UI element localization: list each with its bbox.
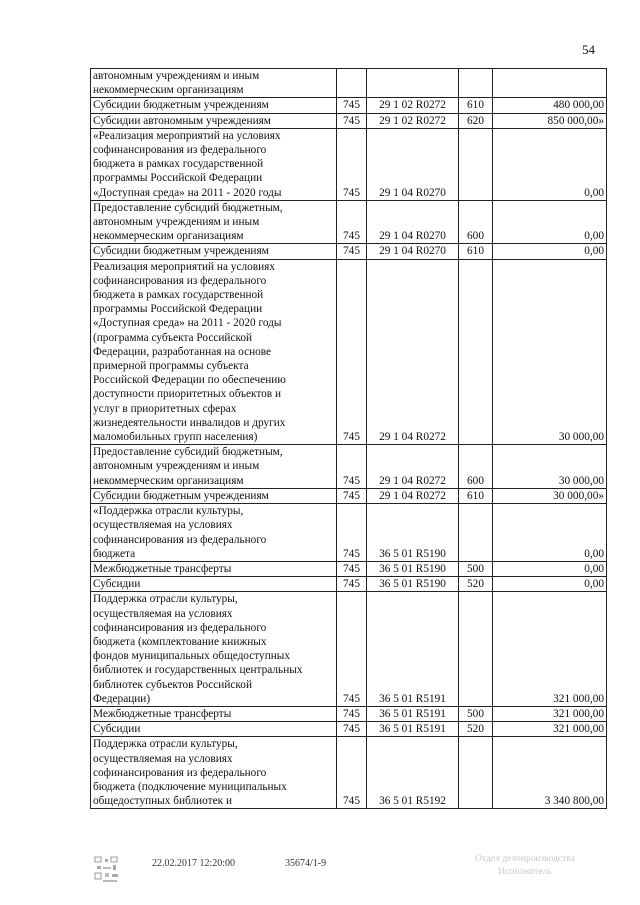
table-row (91, 504, 607, 562)
table-row (91, 577, 607, 592)
row-expense-type: 500 (459, 561, 493, 576)
row-amount: 321 000,00 (493, 706, 607, 721)
watermark-line-1: Отдел делопроизводства (475, 854, 575, 864)
row-admin-code: 745 (337, 445, 367, 489)
row-amount: 0,00 (493, 504, 607, 562)
registration-watermark (450, 853, 600, 879)
row-expense-type: 610 (459, 244, 493, 259)
qr-stamp-icon (93, 855, 123, 885)
row-expense-type: 520 (459, 722, 493, 737)
row-target-article: 36 5 01 R5190 (367, 577, 459, 592)
budget-table-body (91, 69, 607, 809)
row-name: «Реализация мероприятий на условиях софинансирования из федерального бюджета в рамках государственной программы Российской Федерации «Доступная среда» на 2011 - 2020 годы (91, 128, 337, 200)
row-expense-type (459, 592, 493, 707)
row-expense-type (459, 737, 493, 809)
row-expense-type: 600 (459, 200, 493, 244)
row-admin-code: 745 (337, 259, 367, 445)
row-admin-code: 745 (337, 113, 367, 128)
row-target-article: 36 5 01 R5192 (367, 737, 459, 809)
row-amount: 3 340 800,00 (493, 737, 607, 809)
row-admin-code (337, 69, 367, 98)
row-target-article: 36 5 01 R5190 (367, 504, 459, 562)
table-row (91, 722, 607, 737)
table-row (91, 592, 607, 707)
row-target-article: 29 1 04 R0272 (367, 259, 459, 445)
row-target-article: 36 5 01 R5191 (367, 722, 459, 737)
row-amount: 321 000,00 (493, 722, 607, 737)
row-target-article: 36 5 01 R5191 (367, 592, 459, 707)
row-name: Межбюджетные трансферты (91, 561, 337, 576)
row-admin-code: 745 (337, 706, 367, 721)
row-admin-code: 745 (337, 128, 367, 200)
table-row (91, 737, 607, 809)
row-amount: 480 000,00 (493, 98, 607, 113)
table-row (91, 488, 607, 503)
footer-date: 22.02.2017 12:20:00 (152, 858, 236, 869)
row-amount: 0,00 (493, 128, 607, 200)
row-amount: 30 000,00 (493, 445, 607, 489)
row-amount: 0,00 (493, 244, 607, 259)
watermark-line-2: Исполнитель (498, 867, 552, 877)
row-admin-code: 745 (337, 504, 367, 562)
row-name: «Поддержка отрасли культуры, осуществляемая на условиях софинансирования из федерального бюджета (91, 504, 337, 562)
row-name: Реализация мероприятий на условиях софинансирования из федерального бюджета в рамках государственной программы Российской Федерации «Доступная среда» на 2011 - 2020 годы (программа субъекта Российской Федерации, разработанная на основе примерной программы субъекта Российской Федерации по обеспечению доступности приоритетных объектов и услуг в приоритетных сферах жизнедеятельности инвалидов и других маломобильных групп населения) (91, 259, 337, 445)
budget-table (90, 68, 607, 809)
table-row (91, 113, 607, 128)
row-expense-type: 610 (459, 488, 493, 503)
row-expense-type (459, 128, 493, 200)
table-row (91, 561, 607, 576)
row-expense-type (459, 259, 493, 445)
row-name: автономным учреждениям и иным некоммерческим организациям (91, 69, 337, 98)
row-name: Субсидии (91, 722, 337, 737)
row-amount: 0,00 (493, 577, 607, 592)
row-admin-code: 745 (337, 98, 367, 113)
row-amount: 321 000,00 (493, 592, 607, 707)
table-row (91, 244, 607, 259)
row-amount: 850 000,00» (493, 113, 607, 128)
row-name: Субсидии бюджетным учреждениям (91, 98, 337, 113)
row-name: Предоставление субсидий бюджетным, автономным учреждениям и иным некоммерческим организациям (91, 200, 337, 244)
table-row (91, 706, 607, 721)
footer-doc-number: 35674/1-9 (285, 858, 327, 869)
row-target-article: 29 1 02 R0272 (367, 98, 459, 113)
row-name: Субсидии (91, 577, 337, 592)
table-row (91, 69, 607, 98)
row-target-article: 29 1 02 R0272 (367, 113, 459, 128)
row-name: Субсидии автономным учреждениям (91, 113, 337, 128)
row-expense-type (459, 504, 493, 562)
row-expense-type: 620 (459, 113, 493, 128)
row-admin-code: 745 (337, 577, 367, 592)
row-target-article: 29 1 04 R0272 (367, 445, 459, 489)
row-amount: 0,00 (493, 200, 607, 244)
table-row (91, 98, 607, 113)
row-target-article: 29 1 04 R0270 (367, 200, 459, 244)
row-target-article: 29 1 04 R0270 (367, 244, 459, 259)
row-target-article: 29 1 04 R0270 (367, 128, 459, 200)
row-name: Субсидии бюджетным учреждениям (91, 244, 337, 259)
row-amount: 30 000,00 (493, 259, 607, 445)
row-name: Предоставление субсидий бюджетным, автономным учреждениям и иным некоммерческим организациям (91, 445, 337, 489)
row-name: Поддержка отрасли культуры, осуществляемая на условиях софинансирования из федерального бюджета (комплектование книжных фондов муниципальных общедоступных библиотек и государственных центральных библиотек субъектов Российской Федерации) (91, 592, 337, 707)
table-row (91, 259, 607, 445)
row-admin-code: 745 (337, 561, 367, 576)
row-name: Межбюджетные трансферты (91, 706, 337, 721)
row-target-article: 29 1 04 R0272 (367, 488, 459, 503)
table-row (91, 200, 607, 244)
row-admin-code: 745 (337, 488, 367, 503)
row-target-article: 36 5 01 R5191 (367, 706, 459, 721)
row-admin-code: 745 (337, 244, 367, 259)
row-name: Поддержка отрасли культуры, осуществляемая на условиях софинансирования из федерального бюджета (подключение муниципальных общедоступных библиотек и (91, 737, 337, 809)
row-expense-type: 520 (459, 577, 493, 592)
table-row (91, 128, 607, 200)
row-expense-type (459, 69, 493, 98)
row-admin-code: 745 (337, 200, 367, 244)
row-name: Субсидии бюджетным учреждениям (91, 488, 337, 503)
row-amount: 0,00 (493, 561, 607, 576)
row-admin-code: 745 (337, 592, 367, 707)
row-target-article (367, 69, 459, 98)
row-expense-type: 500 (459, 706, 493, 721)
row-expense-type: 600 (459, 445, 493, 489)
row-expense-type: 610 (459, 98, 493, 113)
table-row (91, 445, 607, 489)
page-number: 54 (582, 42, 595, 57)
row-amount: 30 000,00» (493, 488, 607, 503)
row-amount (493, 69, 607, 98)
row-target-article: 36 5 01 R5190 (367, 561, 459, 576)
row-admin-code: 745 (337, 722, 367, 737)
row-admin-code: 745 (337, 737, 367, 809)
